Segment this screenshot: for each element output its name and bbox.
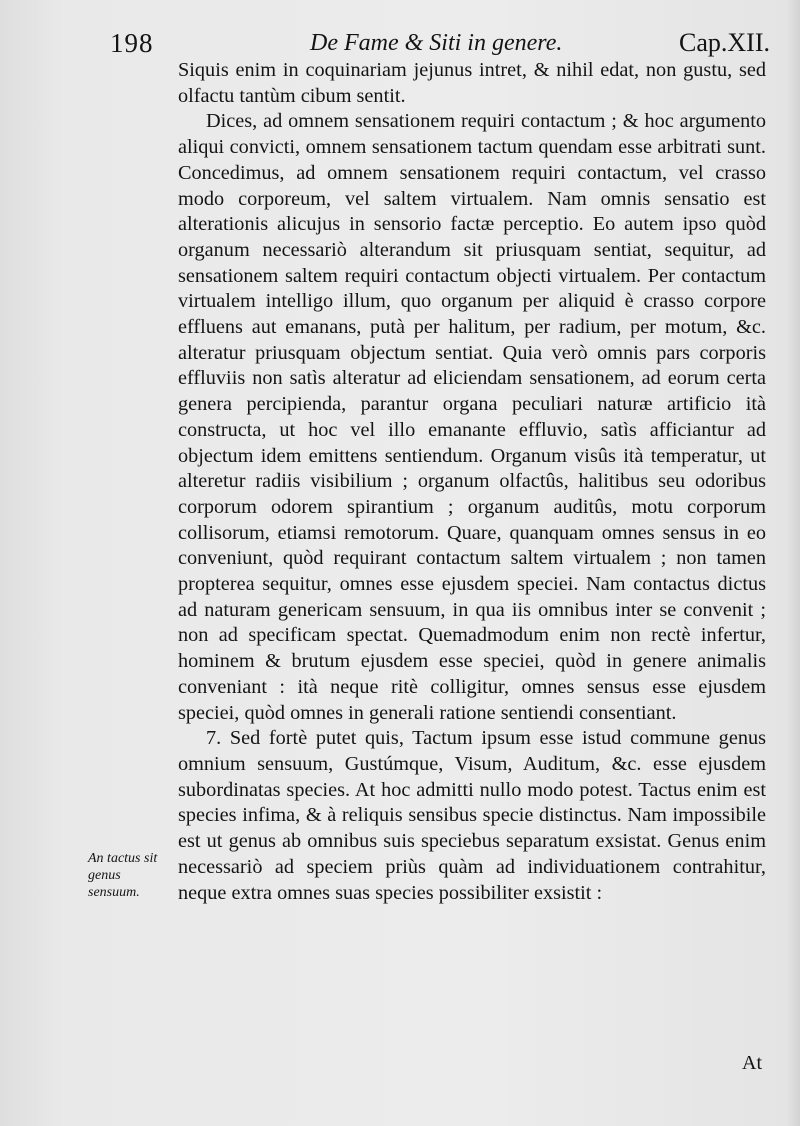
margin-note: An tactus sit genus sensuum. [88,851,158,900]
chapter-label: Cap.XII. [679,28,770,57]
body-text [178,58,766,906]
paragraph-continued: Siquis enim in coquinariam jejunus intret, & nihil edat, non gustu, sed olfactu tantùm cibum sentit. [178,59,766,107]
paragraph-section-7: 7. Sed fortè putet quis, Tactum ipsum esse istud commune genus omnium sensuum, Gustúmque, Visum, Auditum, &c. esse ejusdem subordinatas species. At hoc admitti nullo modo potest. Tactus enim est species infima, & à reliquis sensibus specie distinctus. Nam impossibile est ut genus ab omnibus suis speciebus separatum exsistat. Genus enim necessariò ad speciem priùs quàm ad individuationem contrahitur, neque extra omnes suas species possibiliter exsistit : [178,727,766,904]
page-edge-shadow [786,0,800,1126]
page-header [110,22,770,62]
running-title: De Fame & Siti in genere. [310,30,563,56]
catchword: At [742,1052,762,1074]
paragraph-dices: Dices, ad omnem sensationem requiri contactum ; & hoc argumento aliqui convicti, omnem sensationem tactum quendam esse arbitrati sunt. Concedimus, ad omnem sensationem requiri contactum, vel crasso modo corporeum, vel saltem virtualem. Nam omnis sensatio est alterationis alicujus in sensorio factæ perceptio. Eo autem ipso quòd organum necessariò alterandum sit priusquam sentiat, sequitur, ad sensationem saltem requiri contactum objecti virtualem. Per contactum virtualem intelligo illum, quo organum per aliquid è crasso corpore effluens aut emanans, putà per halitum, per radium, per motum, &c. alteratur priusquam objectum sentiat. Quia verò omnis pars corporis effluviis non satìs alteratur ad eliciendam sensationem, ad eorum certa genera percipienda, parantur organa peculiari naturæ artificio ità constructa, ut hoc vel illo emanante effluvio, satìs afficiantur ad objectum idem emittens sentiendum. Organum visûs ità temperatur, ut alteretur radiis visibilium ; organum olfactûs, halitibus seu odoribus corporum odorem spirantium ; organum auditûs, motu corporum collisorum, etiamsi remotorum. Quare, quanquam omnes sensus in eo conveniunt, quòd requirant contactum saltem virtualem ; non tamen propterea sequitur, omnes esse ejusdem speciei. Nam contactus dictus ad naturam genericam sensuum, in qua iis omnibus inter se convenit ; non ad specificam spectat. Quemadmodum enim non rectè infertur, hominem & brutum ejusdem esse speciei, quòd in genere animalis conveniant : ità neque ritè colligitur, omnes sensus esse ejusdem speciei, quòd omnes in generali ratione sentiendi consentiant. [178,110,766,724]
page-number: 198 [110,28,154,58]
